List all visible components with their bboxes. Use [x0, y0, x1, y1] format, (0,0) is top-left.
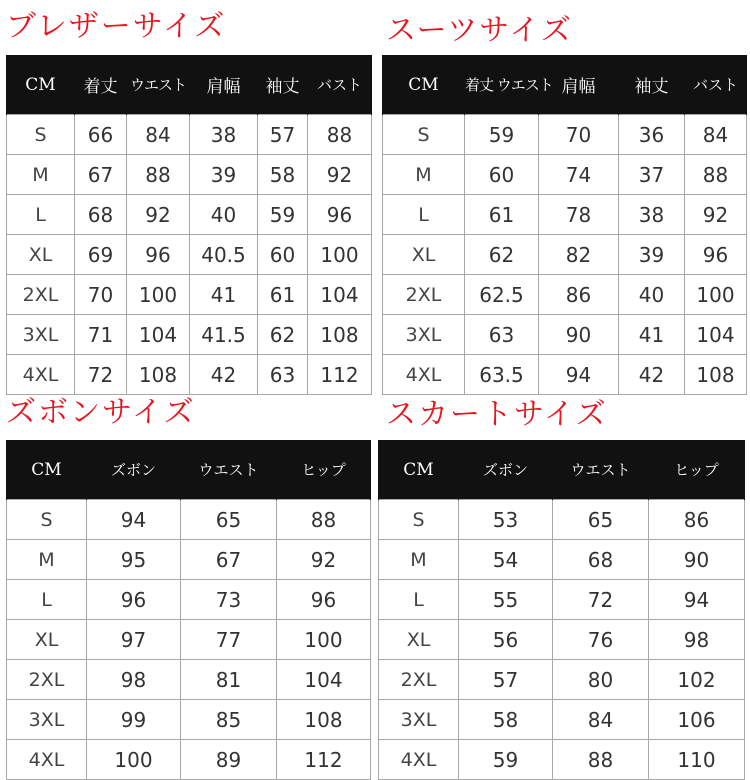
table-cell: 42 [619, 355, 685, 395]
table-cell: 62 [258, 315, 308, 355]
size-cell: XL [7, 235, 75, 275]
table-cell: 59 [465, 115, 539, 155]
header-cell: CM [383, 55, 465, 115]
table-cell: 86 [649, 500, 745, 540]
table-row [7, 620, 371, 660]
size-cell: 2XL [7, 275, 75, 315]
header-cell: CM [7, 55, 75, 115]
header-cell: ヒップ [277, 440, 371, 500]
table-cell: 88 [685, 155, 747, 195]
table-cell: 61 [465, 195, 539, 235]
table-cell: 72 [553, 580, 649, 620]
size-cell: 2XL [383, 275, 465, 315]
suit-size-table [382, 55, 747, 395]
table-cell: 60 [465, 155, 539, 195]
table-row [7, 540, 371, 580]
size-cell: S [7, 500, 87, 540]
table-row [7, 275, 372, 315]
size-cell: M [7, 155, 75, 195]
table-cell: 38 [190, 115, 258, 155]
table-cell: 92 [277, 540, 371, 580]
blazer-size-table [6, 55, 372, 395]
table-cell: 39 [619, 235, 685, 275]
header-cell: CM [379, 440, 459, 500]
table-row [379, 700, 745, 740]
size-cell: XL [379, 620, 459, 660]
skirt-size-title: スカートサイズ [386, 397, 608, 432]
header-cell: ウエスト [181, 440, 277, 500]
table-cell: 108 [308, 315, 372, 355]
size-cell: XL [383, 235, 465, 275]
table-cell: 68 [553, 540, 649, 580]
table-cell: 100 [127, 275, 190, 315]
table-cell: 106 [649, 700, 745, 740]
table-cell: 60 [258, 235, 308, 275]
table-cell: 112 [308, 355, 372, 395]
table-cell: 40 [190, 195, 258, 235]
size-cell: 3XL [7, 315, 75, 355]
table-cell: 57 [459, 660, 553, 700]
header-row [379, 440, 745, 500]
table-cell: 108 [685, 355, 747, 395]
table-cell: 94 [539, 355, 619, 395]
header-row [7, 440, 371, 500]
table-row [7, 115, 372, 155]
table-cell: 81 [181, 660, 277, 700]
trousers-size-table [6, 440, 371, 780]
table-cell: 63 [258, 355, 308, 395]
table-cell: 110 [649, 740, 745, 780]
table-cell: 88 [277, 500, 371, 540]
table-row [7, 700, 371, 740]
table-cell: 92 [127, 195, 190, 235]
table-row [383, 115, 747, 155]
table-row [383, 275, 747, 315]
size-cell: S [379, 500, 459, 540]
table-cell: 88 [553, 740, 649, 780]
size-cell: L [379, 580, 459, 620]
table-row [383, 355, 747, 395]
table-cell: 58 [258, 155, 308, 195]
table-cell: 85 [181, 700, 277, 740]
table-cell: 59 [258, 195, 308, 235]
table-cell: 96 [277, 580, 371, 620]
header-row [383, 55, 747, 115]
table-cell: 56 [459, 620, 553, 660]
table-cell: 100 [277, 620, 371, 660]
header-cell: ズボン [87, 440, 181, 500]
size-cell: L [7, 580, 87, 620]
table-cell: 96 [87, 580, 181, 620]
header-cell [465, 55, 553, 115]
size-cell: M [379, 540, 459, 580]
table-cell: 54 [459, 540, 553, 580]
table-cell: 57 [258, 115, 308, 155]
trousers-size-title: ズボンサイズ [6, 395, 196, 430]
table-cell: 70 [539, 115, 619, 155]
suit-size-title: スーツサイズ [386, 13, 573, 48]
table-cell: 108 [277, 700, 371, 740]
table-row [7, 155, 372, 195]
header-cell: 着丈 [75, 55, 127, 115]
table-cell: 88 [127, 155, 190, 195]
header-cell: ウエスト [127, 55, 190, 115]
table-cell: 70 [75, 275, 127, 315]
table-cell: 104 [308, 275, 372, 315]
header-cell: バスト [308, 55, 372, 115]
table-row [7, 580, 371, 620]
table-row [379, 540, 745, 580]
table-cell: 84 [685, 115, 747, 155]
table-cell: 41 [190, 275, 258, 315]
table-cell: 40.5 [190, 235, 258, 275]
table-cell: 72 [75, 355, 127, 395]
table-row [383, 235, 747, 275]
skirt-size-table [378, 440, 745, 780]
table-cell: 65 [553, 500, 649, 540]
table-cell: 40 [619, 275, 685, 315]
table-cell: 59 [459, 740, 553, 780]
table-cell: 65 [181, 500, 277, 540]
table-cell: 100 [87, 740, 181, 780]
table-cell: 86 [539, 275, 619, 315]
table-cell: 84 [553, 700, 649, 740]
size-cell: L [383, 195, 465, 235]
header-cell: 肩幅 [190, 55, 258, 115]
table-cell: 62 [465, 235, 539, 275]
table-cell: 61 [258, 275, 308, 315]
table-cell: 67 [75, 155, 127, 195]
table-cell: 36 [619, 115, 685, 155]
table-cell: 94 [87, 500, 181, 540]
table-cell: 89 [181, 740, 277, 780]
table-cell: 74 [539, 155, 619, 195]
header-cell: 袖丈 [619, 55, 685, 115]
table-cell: 99 [87, 700, 181, 740]
table-row [379, 580, 745, 620]
table-cell: 73 [181, 580, 277, 620]
table-cell: 77 [181, 620, 277, 660]
size-cell: 4XL [7, 740, 87, 780]
table-cell: 76 [553, 620, 649, 660]
table-row [383, 315, 747, 355]
table-cell: 84 [127, 115, 190, 155]
size-cell: 3XL [383, 315, 465, 355]
size-cell: 2XL [379, 660, 459, 700]
table-cell: 94 [649, 580, 745, 620]
table-cell: 42 [190, 355, 258, 395]
size-cell: 4XL [383, 355, 465, 395]
header-cell: 着丈 [465, 76, 494, 94]
header-cell: ヒップ [649, 440, 745, 500]
table-cell: 104 [277, 660, 371, 700]
table-cell: 108 [127, 355, 190, 395]
table-cell: 98 [87, 660, 181, 700]
table-cell: 90 [539, 315, 619, 355]
size-cell: 3XL [379, 700, 459, 740]
table-cell: 62.5 [465, 275, 539, 315]
header-cell: ウエスト [496, 76, 553, 94]
size-cell: 4XL [379, 740, 459, 780]
header-cell: CM [7, 440, 87, 500]
table-cell: 63.5 [465, 355, 539, 395]
table-cell: 55 [459, 580, 553, 620]
table-row [7, 235, 372, 275]
table-cell: 100 [685, 275, 747, 315]
header-cell: バスト [685, 55, 747, 115]
table-cell: 96 [685, 235, 747, 275]
table-cell: 41.5 [190, 315, 258, 355]
table-cell: 82 [539, 235, 619, 275]
table-row [7, 740, 371, 780]
table-cell: 112 [277, 740, 371, 780]
table-row [383, 195, 747, 235]
table-cell: 53 [459, 500, 553, 540]
table-cell: 92 [685, 195, 747, 235]
table-cell: 98 [649, 620, 745, 660]
table-row [7, 355, 372, 395]
table-cell: 96 [127, 235, 190, 275]
header-cell: 袖丈 [258, 55, 308, 115]
table-row [7, 195, 372, 235]
table-row [379, 740, 745, 780]
table-row [379, 620, 745, 660]
table-cell: 90 [649, 540, 745, 580]
blazer-size-title: ブレザーサイズ [6, 9, 227, 44]
table-cell: 96 [308, 195, 372, 235]
table-cell: 68 [75, 195, 127, 235]
size-cell: S [383, 115, 465, 155]
table-cell: 58 [459, 700, 553, 740]
table-cell: 71 [75, 315, 127, 355]
table-cell: 38 [619, 195, 685, 235]
table-cell: 95 [87, 540, 181, 580]
table-cell: 97 [87, 620, 181, 660]
table-cell: 39 [190, 155, 258, 195]
header-row [7, 55, 372, 115]
table-row [7, 315, 372, 355]
table-cell: 69 [75, 235, 127, 275]
header-cell: ウエスト [553, 440, 649, 500]
table-row [379, 500, 745, 540]
header-cell: ズボン [459, 440, 553, 500]
size-cell: L [7, 195, 75, 235]
size-cell: S [7, 115, 75, 155]
table-cell: 66 [75, 115, 127, 155]
size-cell: 4XL [7, 355, 75, 395]
table-cell: 80 [553, 660, 649, 700]
table-row [383, 155, 747, 195]
table-cell: 104 [685, 315, 747, 355]
table-cell: 67 [181, 540, 277, 580]
size-cell: M [7, 540, 87, 580]
size-cell: 2XL [7, 660, 87, 700]
size-cell: 3XL [7, 700, 87, 740]
table-cell: 41 [619, 315, 685, 355]
table-cell: 63 [465, 315, 539, 355]
table-cell: 92 [308, 155, 372, 195]
table-cell: 100 [308, 235, 372, 275]
table-row [7, 660, 371, 700]
table-cell: 78 [539, 195, 619, 235]
table-cell: 88 [308, 115, 372, 155]
table-cell: 102 [649, 660, 745, 700]
size-cell: M [383, 155, 465, 195]
header-cell: 肩幅 [539, 55, 619, 115]
table-cell: 104 [127, 315, 190, 355]
size-cell: XL [7, 620, 87, 660]
table-cell: 37 [619, 155, 685, 195]
table-row [379, 660, 745, 700]
table-row [7, 500, 371, 540]
